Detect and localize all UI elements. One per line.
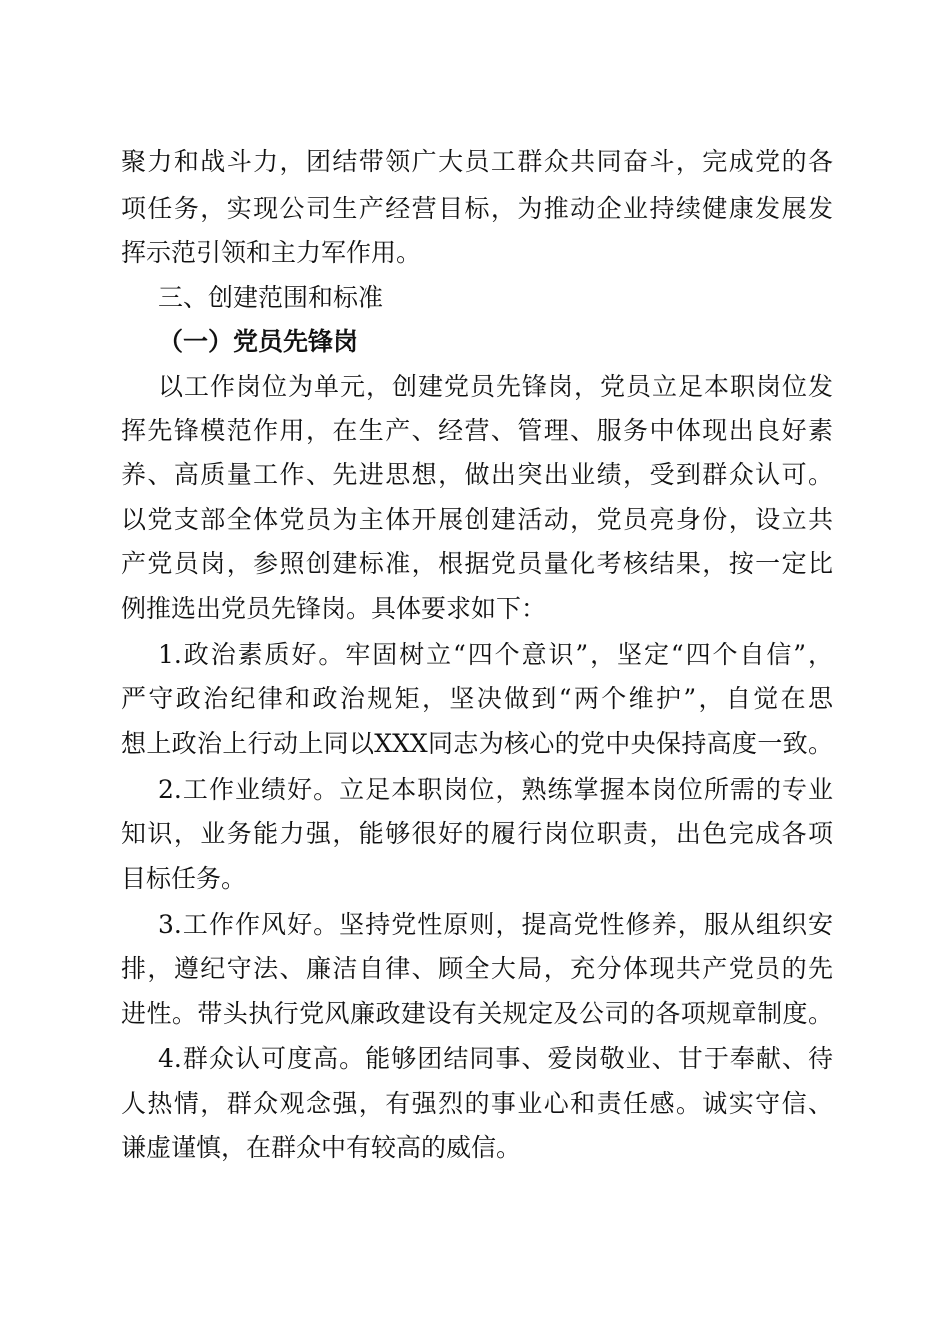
item3-line-3: 进性。带头执行党风廉政建设有关规定及公司的各项规章制度。 <box>121 999 833 1028</box>
para1-line-1: 以工作岗位为单元，创建党员先锋岗，党员立足本职岗位发 <box>158 372 833 401</box>
para1-line-6: 例推选出党员先锋岗。具体要求如下： <box>121 594 547 623</box>
item4-line-1: 4.群众认可度高。能够团结同事、爱岗敬业、甘于奉献、待 <box>158 1044 833 1073</box>
item1-line-3: 想上政治上行动上同以XXX同志为核心的党中央保持高度一致。 <box>121 729 833 758</box>
para1-line-3: 养、高质量工作、先进思想，做出突出业绩，受到群众认可。 <box>121 460 833 489</box>
intro-line-3: 挥示范引领和主力军作用。 <box>121 238 422 267</box>
intro-line-1: 聚力和战斗力，团结带领广大员工群众共同奋斗，完成党的各 <box>121 147 833 176</box>
para1-line-2: 挥先锋模范作用，在生产、经营、管理、服务中体现出良好素 <box>121 416 833 445</box>
para1-line-5: 产党员岗，参照创建标准，根据党员量化考核结果，按一定比 <box>121 549 833 578</box>
item4-line-2: 人热情，群众观念强，有强烈的事业心和责任感。诚实守信、 <box>121 1089 833 1118</box>
sub-heading: （一）党员先锋岗 <box>158 327 359 356</box>
item1-line-1: 1.政治素质好。牢固树立“四个意识”，坚定“四个自信”， <box>158 640 833 669</box>
item3-line-1: 3.工作作风好。坚持党性原则，提高党性修养，服从组织安 <box>158 910 833 939</box>
intro-line-2: 项任务，实现公司生产经营目标，为推动企业持续健康发展发 <box>121 194 833 223</box>
para1-line-4: 以党支部全体党员为主体开展创建活动，党员亮身份，设立共 <box>121 505 833 534</box>
item3-line-2: 排，遵纪守法、廉洁自律、顾全大局，充分体现共产党员的先 <box>121 954 833 983</box>
item2-line-1: 2.工作业绩好。立足本职岗位，熟练掌握本岗位所需的专业 <box>158 775 833 804</box>
item4-line-3: 谦虚谨慎，在群众中有较高的威信。 <box>121 1133 522 1162</box>
item2-line-2: 知识，业务能力强，能够很好的履行岗位职责，出色完成各项 <box>121 819 833 848</box>
item2-line-3: 目标任务。 <box>121 864 247 893</box>
item1-line-2: 严守政治纪律和政治规矩，坚决做到“两个维护”，自觉在思 <box>121 684 833 713</box>
section-heading: 三、创建范围和标准 <box>158 283 384 312</box>
